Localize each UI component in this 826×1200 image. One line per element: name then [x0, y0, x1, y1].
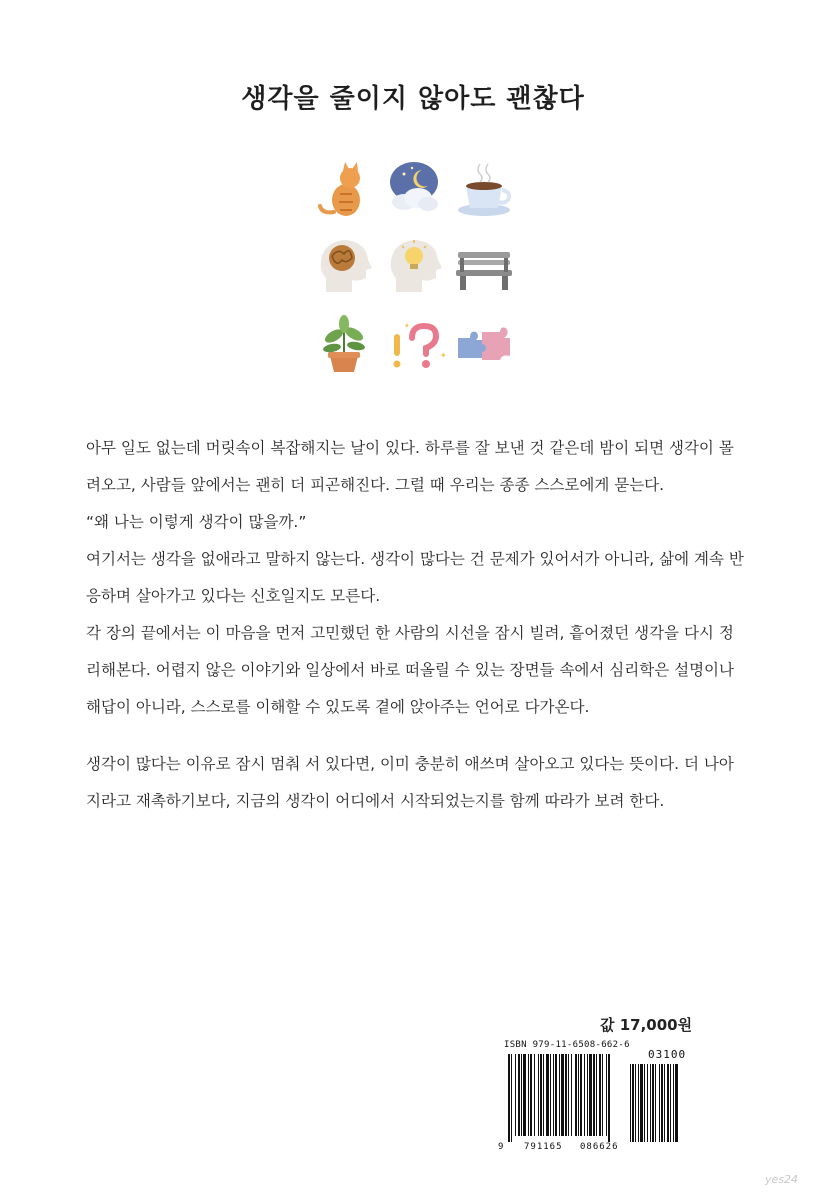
barcode-addon-bar — [655, 1064, 656, 1142]
cat-icon — [312, 156, 376, 220]
barcode-bar — [593, 1054, 595, 1136]
barcode-bar — [546, 1054, 549, 1136]
barcode-bar — [550, 1054, 551, 1136]
barcode-bars — [502, 1054, 728, 1142]
barcode-bar — [606, 1054, 607, 1136]
barcode-addon-bar — [673, 1064, 674, 1142]
paragraph-1: 아무 일도 없는데 머릿속이 복잡해지는 날이 있다. 하루를 잘 보낸 것 같은데 밤이 되면 생각이 몰려오고, 사람들 앞에서는 괜히 더 피곤해진다. 그럴 때 우리는 종종 스스로에게 묻는다. — [86, 439, 734, 494]
isbn-text: ISBN 979-11-6508-662-6 — [504, 1040, 630, 1050]
barcode-addon-bar — [659, 1064, 660, 1142]
barcode-addon-bar — [638, 1064, 639, 1142]
barcode-bar — [559, 1054, 560, 1136]
barcode-bar — [568, 1054, 569, 1136]
svg-text:✦: ✦ — [440, 351, 447, 360]
barcode-bar — [508, 1054, 510, 1142]
barcode-bar — [580, 1054, 582, 1136]
barcode-bar — [523, 1054, 526, 1136]
barcode-addon-bar — [667, 1064, 669, 1142]
barcode-bar — [608, 1054, 610, 1142]
barcode-bar — [511, 1054, 512, 1142]
price-label: 값 17,000원 — [600, 1016, 693, 1034]
paragraph-4: 생각이 많다는 이유로 잠시 멈춰 서 있다면, 이미 충분히 애쓰며 살아오고 있다는 뜻이다. 더 나아지라고 재촉하기보다, 지금의 생각이 어디에서 시작되었는지를 함께 따라가 보려 한다. — [86, 755, 734, 810]
coffee-cup-icon — [452, 156, 516, 220]
barcode-addon-bar — [632, 1064, 634, 1142]
barcode-bar — [534, 1054, 535, 1136]
book-title: 생각을 줄이지 않아도 괜찮다 — [241, 84, 585, 114]
barcode-bar — [530, 1054, 532, 1136]
barcode-addon-bar — [661, 1064, 663, 1142]
barcode-bar — [540, 1054, 542, 1136]
barcode-digits-left: 791165 — [524, 1142, 563, 1152]
barcode-addon-bar — [644, 1064, 645, 1142]
barcode-addon-bar — [670, 1064, 671, 1142]
barcode-bar — [528, 1054, 529, 1136]
barcode-bar — [538, 1054, 539, 1136]
barcode-bar — [518, 1054, 520, 1136]
paragraph-3: 각 장의 끝에서는 이 마음을 먼저 고민했던 한 사람의 시선을 잠시 빌려, 흩어졌던 생각을 다시 정리해본다. 어렵지 않은 이야기와 일상에서 바로 떠올릴 수 있는 장면들 속에서 심리학은 설명이나 해답이 아니라, 스스로를 이해할 수 있도록 곁에 앉아주는 언어로 다가온다. — [86, 624, 735, 716]
barcode-bar — [565, 1054, 567, 1136]
barcode-bar — [555, 1054, 557, 1136]
illustration-grid — [308, 152, 518, 382]
paragraph-2: 여기서는 생각을 없애라고 말하지 않는다. 생각이 많다는 건 문제가 있어서가 아니라, 삶에 계속 반응하며 살아가고 있다는 신호일지도 모른다. — [86, 550, 744, 605]
barcode-bar — [515, 1054, 516, 1136]
svg-text:✦: ✦ — [404, 322, 410, 330]
barcode-prefix: 9 — [498, 1142, 505, 1152]
barcode-addon-bar — [647, 1064, 648, 1142]
barcode-bar — [589, 1054, 592, 1136]
barcode-addon-bar — [675, 1064, 678, 1142]
barcode-bar — [543, 1054, 544, 1136]
lightbulb-head-icon — [382, 234, 446, 298]
barcode-addon-bar — [664, 1064, 665, 1142]
barcode-bar — [561, 1054, 564, 1136]
barcode-bar — [521, 1054, 522, 1136]
watermark: yes24 — [764, 1173, 798, 1186]
barcode-addon-bar — [640, 1064, 643, 1142]
barcode-bar — [596, 1054, 597, 1136]
barcode-bar — [575, 1054, 577, 1136]
plant-icon — [312, 312, 376, 376]
barcode-bar — [602, 1054, 603, 1136]
isbn-barcode — [498, 1040, 728, 1158]
moon-cloud-icon — [382, 156, 446, 220]
barcode-addon-bar — [650, 1064, 651, 1142]
bench-icon — [452, 234, 516, 298]
question-exclamation-icon — [382, 312, 446, 376]
puzzle-icon — [452, 312, 516, 376]
barcode-addon-bar — [652, 1064, 654, 1142]
barcode-bar — [578, 1054, 579, 1136]
barcode-addon-bar — [630, 1064, 631, 1142]
barcode-bar — [599, 1054, 601, 1136]
brain-head-icon — [312, 234, 376, 298]
quote: “왜 나는 이렇게 생각이 많을까.” — [86, 513, 307, 531]
add-on-code: 03100 — [648, 1048, 687, 1061]
barcode-bar — [587, 1054, 588, 1136]
back-cover-blurb — [86, 430, 746, 820]
barcode-digits-right: 086626 — [580, 1142, 619, 1152]
barcode-addon-bar — [635, 1064, 636, 1142]
barcode-bar — [584, 1054, 585, 1136]
barcode-bar — [571, 1054, 572, 1136]
barcode-bar — [553, 1054, 554, 1136]
